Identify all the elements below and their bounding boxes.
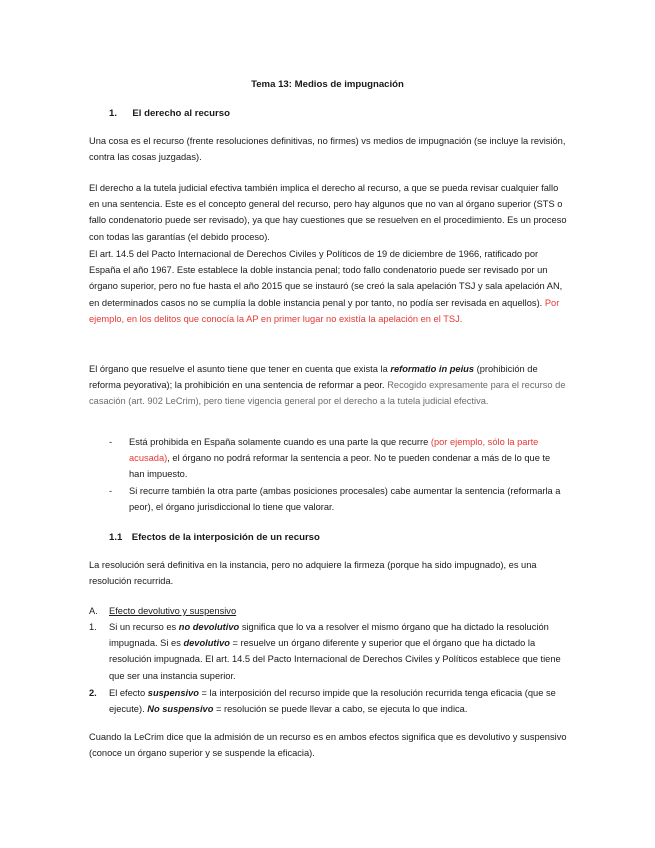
paragraph-resolucion-recurrida: La resolución será definitiva en la instancia, pero no adquiere la firmeza (porque ha sido impugnado), es una resolución recurrida. xyxy=(89,560,537,587)
devolutivo-text-3: = resuelve un órgano diferente y superior que el órgano que ha dictado la resolución impugnada. El art. 14.5 del Pacto Internacional de Derechos Civiles y Políticos establece que tiene que ser una instancia superior. xyxy=(109,638,561,681)
numbered-marker: 2. xyxy=(89,688,97,698)
suspensivo-term-1: suspensivo xyxy=(147,688,199,698)
devolutivo-term-1: no devolutivo xyxy=(178,622,240,632)
reformatio-after: (prohibición de reforma peyorativa); la prohibición en una sentencia de reformar a peor. xyxy=(89,364,538,391)
subsection-label: Efecto devolutivo y suspensivo xyxy=(109,606,237,616)
section-heading-1 xyxy=(109,106,230,122)
section-label: El derecho al recurso xyxy=(132,108,230,119)
dash-item-before: Está prohibida en España solamente cuando es una parte la que recurre xyxy=(129,437,429,447)
suspensivo-term-2: No suspensivo xyxy=(147,704,214,715)
paragraph-ambos-efectos: Cuando la LeCrim dice que la admisión de un recurso es en ambos efectos significa que es devolutivo y suspensivo (conoce un órgano superior y se suspende la eficacia). xyxy=(89,732,567,759)
suspensivo-text-2: = la interposición del recurso impide que la resolución recurrida tenga eficacia (que se ejecute). xyxy=(109,688,556,715)
dash-marker: - xyxy=(109,437,113,447)
paragraph-reformatio xyxy=(89,361,567,410)
reformatio-grey-note: Recogido expresamente para el recurso de casación (art. 902 LeCrim), pero tiene vigencia general por el derecho a la tutela judicial efectiva. xyxy=(89,380,566,407)
paragraph-tutela-judicial: El derecho a la tutela judicial efectiva también implica el derecho al recurso, a que se pueda revisar cualquier fallo en una sentencia. Este es el concepto general del recurso, pero hay algunos que no van al órgano superior (STS o fallo condenatorio puede ser revisado), ya que hay cuestiones que se resuelven en el procedimiento. Es un proceso con todas las garantías (el debido proceso). xyxy=(89,183,567,242)
devolutivo-term-2: devolutivo xyxy=(183,638,230,649)
paragraph-recurso-vs-impugnacion: Una cosa es el recurso (frente resoluciones definitivas, no firmes) vs medios de impugnación (se incluye la revisión, contra las cosas juzgadas). xyxy=(89,136,566,163)
suspensivo-text-1: El efecto xyxy=(109,688,146,698)
numbered-marker: 1. xyxy=(89,622,97,632)
paragraph-pacto-internacional xyxy=(89,246,567,327)
dash-item-red: (por ejemplo, sólo la parte acusada) xyxy=(129,437,539,464)
devolutivo-text-2: significa que lo va a resolver el mismo órgano que ha dictado la resolución impugnada. Si es xyxy=(109,622,549,649)
dash-item-text: Si recurre también la otra parte (ambas posiciones procesales) cabe aumentar la sentencia (reformarla a peor), el órgano jurisdiccional lo tiene que valorar. xyxy=(129,486,561,513)
pacto-text: El art. 14.5 del Pacto Internacional de Derechos Civiles y Políticos de 19 de diciembre de 1966, ratificado por España el año 1967. Este establece la doble instancia penal; todo fallo condenatorio puede ser revisado por un órgano superior, pero no fue hasta el año 2015 que se instauró (se creó la sala apelación TSJ y sala apelación AN, en determinados casos no se cumplía la doble instancia penal y por tanto, no podía ser revisada en aquellos). xyxy=(89,249,563,308)
dash-item-after: , el órgano no podrá reformar la sentencia a peor. No te pueden condenar a más de lo que te han impuesto. xyxy=(129,453,551,480)
subsection-marker: A. xyxy=(89,606,98,616)
section-number: 1.1 xyxy=(109,532,123,543)
section-heading-1-1 xyxy=(109,530,320,546)
section-number: 1. xyxy=(109,108,118,119)
reformatio-term: reformatio in peius xyxy=(390,364,475,374)
suspensivo-text-3: = resolución se puede llevar a cabo, se ejecuta lo que indica. xyxy=(216,704,468,715)
devolutivo-text-1: Si un recurso es xyxy=(109,622,177,632)
document-title: Tema 13: Medios de impugnación xyxy=(251,79,404,90)
dash-marker: - xyxy=(109,486,113,496)
pacto-example-red: Por ejemplo, en los delitos que conocía la AP en primer lugar no existía la apelación en el TSJ. xyxy=(89,297,560,324)
reformatio-before: El órgano que resuelve el asunto tiene que tener en cuenta que exista la xyxy=(89,364,388,374)
section-label: Efectos de la interposición de un recurso xyxy=(131,532,320,543)
